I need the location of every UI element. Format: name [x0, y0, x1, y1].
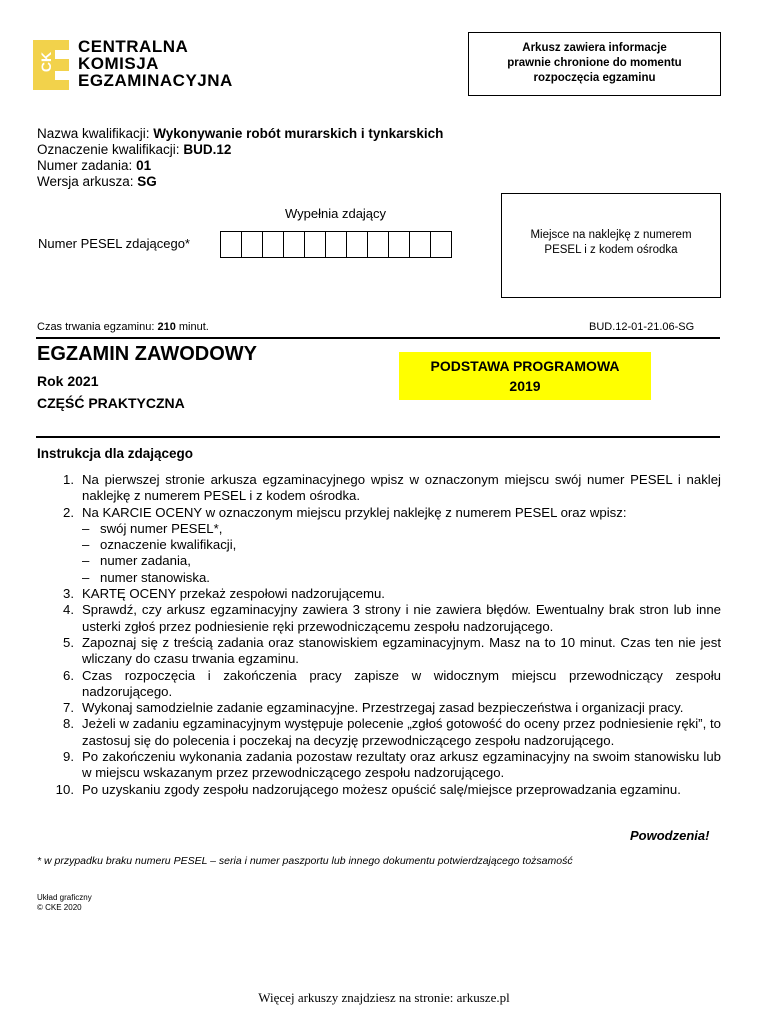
good-luck-text: Powodzenia!: [630, 828, 710, 843]
logo-cutout-bottom: [55, 71, 69, 80]
pesel-digit-box[interactable]: [430, 231, 452, 258]
basis-line-2: 2019: [509, 378, 541, 394]
instruction-item: [37, 586, 721, 602]
instruction-number: 7.: [63, 700, 74, 716]
exam-part: CZĘŚĆ PRAKTYCZNA: [37, 395, 185, 411]
instruction-number: 10.: [55, 781, 74, 797]
qualification-code-value: BUD.12: [183, 142, 232, 157]
qualification-code-label: Oznaczenie kwalifikacji:: [37, 142, 180, 157]
qualification-code-row: [37, 142, 443, 158]
sheet-version-label: Wersja arkusza:: [37, 174, 134, 189]
cke-logo-mark: [33, 40, 69, 90]
instruction-text: Sprawdź, czy arkusz egzaminacyjny zawiera 3 strony i nie zawiera błędów. Ewentualny brak stron lub inne usterki zgłoś przez podniesienie ręki przewodniczącemu zespołu nadzorującego.: [82, 602, 721, 634]
instruction-item: [37, 749, 721, 782]
duration-value: 210: [157, 321, 176, 333]
curriculum-basis-badge: [399, 352, 651, 400]
instruction-sub-item: [37, 570, 721, 586]
divider-middle: [36, 436, 720, 438]
instruction-text: KARTĘ OCENY przekaż zespołowi nadzorującemu.: [82, 586, 385, 602]
basis-line-1: PODSTAWA PROGRAMOWA: [430, 358, 620, 374]
sheet-code: BUD.12-01-21.06-SG: [589, 321, 695, 333]
credit-line-2: © CKE 2020: [37, 903, 82, 912]
protected-info-notice: [468, 32, 721, 96]
pesel-footnote: * w przypadku braku numeru PESEL – seria i numer paszportu lub innego dokumentu potwierdzającego tożsamość: [37, 855, 573, 867]
exam-year: Rok 2021: [37, 373, 99, 389]
sub-item-text: numer stanowiska.: [100, 569, 210, 585]
pesel-digit-box[interactable]: [220, 231, 242, 258]
credit-line-1: Układ graficzny: [37, 893, 92, 902]
instruction-item: [37, 635, 721, 668]
instruction-number: 2.: [63, 504, 74, 520]
logo-line-3: EGZAMINACYJNA: [78, 71, 233, 90]
instruction-text: Po zakończeniu wykonania zadania pozostaw rezultaty oraz arkusz egzaminacyjny na swoim stanowisku lub w miejscu wskazanym przez przewodniczącego zespołu nadzorującego.: [82, 749, 721, 781]
instruction-number: 1.: [63, 472, 74, 487]
sub-item-dash: –: [82, 537, 90, 553]
pesel-digit-box[interactable]: [325, 231, 347, 258]
pesel-digit-box[interactable]: [409, 231, 431, 258]
instruction-text: Na pierwszej stronie arkusza egzaminacyjnego wpisz w oznaczonym miejscu swój numer PESEL i naklej naklejkę z numerem PESEL i z kodem ośrodka.: [82, 472, 721, 504]
instruction-sub-item: [37, 537, 721, 553]
instructions-title: Instrukcja dla zdającego: [37, 446, 194, 461]
qualification-info: [37, 126, 443, 190]
fill-by-examinee-label: Wypełnia zdający: [285, 206, 387, 221]
pesel-input-boxes[interactable]: [220, 231, 451, 258]
cke-logo-text: [78, 38, 233, 89]
layout-credit: [37, 893, 92, 913]
notice-line-1: Arkusz zawiera informacje: [522, 42, 667, 54]
instruction-item: [37, 782, 721, 798]
pesel-digit-box[interactable]: [262, 231, 284, 258]
pesel-digit-box[interactable]: [388, 231, 410, 258]
instruction-number: 4.: [63, 602, 74, 618]
task-number-label: Numer zadania:: [37, 158, 133, 173]
more-sheets-link[interactable]: Więcej arkuszy znajdziesz na stronie: arkusze.pl: [258, 990, 510, 1005]
divider-top: [36, 337, 720, 339]
sticker-placeholder-box: [501, 193, 721, 298]
sub-item-text: oznaczenie kwalifikacji,: [100, 537, 237, 553]
logo-line-2: KOMISJA: [78, 54, 159, 73]
task-number-row: [37, 158, 443, 174]
instructions-list: [37, 472, 721, 798]
logo-mark-text: CK: [38, 51, 55, 73]
exam-title: EGZAMIN ZAWODOWY: [37, 343, 257, 365]
instruction-sub-item: [37, 553, 721, 569]
instruction-number: 8.: [63, 716, 74, 732]
task-number-value: 01: [136, 158, 152, 173]
logo-line-1: CENTRALNA: [78, 37, 189, 56]
sheet-version-row: [37, 174, 443, 190]
instruction-text: Wykonaj samodzielnie zadanie egzaminacyjne. Przestrzegaj zasad bezpieczeństwa i organizacji pracy.: [82, 700, 684, 716]
qualification-name-value: Wykonywanie robót murarskich i tynkarskich: [153, 126, 444, 141]
notice-line-2: prawnie chronione do momentu: [507, 57, 682, 69]
instruction-item: [37, 505, 721, 521]
instruction-item: [37, 700, 721, 716]
instruction-item: [37, 716, 721, 749]
instruction-text: Po uzyskaniu zgody zespołu nadzorującego możesz opuścić salę/miejsce przeprowadzania egzaminu.: [82, 781, 681, 797]
pesel-digit-box[interactable]: [241, 231, 263, 258]
sub-item-dash: –: [82, 569, 90, 585]
exam-duration: [37, 321, 209, 333]
instruction-text: Czas rozpoczęcia i zakończenia pracy zapisze w widocznym miejscu przewodniczący zespołu nadzorującego.: [82, 667, 721, 699]
instruction-text: Jeżeli w zadaniu egzaminacyjnym występuje polecenie „zgłoś gotowość do oceny przez podniesienie ręki”, to zastosuj się do polecenia i poczekaj na decyzję przewodniczącego zespołu nadzorującego.: [82, 716, 721, 748]
pesel-digit-box[interactable]: [346, 231, 368, 258]
sticker-line-1: Miejsce na naklejkę z numerem: [530, 229, 692, 241]
instruction-text: Zapoznaj się z treścią zadania oraz stanowiskiem egzaminacyjnym. Masz na to 10 minut. Czas ten nie jest wliczany do czasu trwania egzaminu.: [82, 634, 721, 667]
qualification-name-row: [37, 126, 443, 142]
logo-cutout-top: [55, 50, 69, 59]
instruction-number: 5.: [63, 634, 74, 650]
sub-item-text: numer zadania,: [100, 553, 191, 569]
instruction-number: 9.: [63, 749, 74, 765]
pesel-digit-box[interactable]: [367, 231, 389, 258]
duration-prefix: Czas trwania egzaminu:: [37, 321, 155, 333]
instruction-text: Na KARCIE OCENY w oznaczonym miejscu przyklej naklejkę z numerem PESEL oraz wpisz:: [82, 504, 627, 520]
pesel-label: Numer PESEL zdającego*: [38, 236, 190, 251]
pesel-digit-box[interactable]: [304, 231, 326, 258]
sticker-line-2: PESEL i z kodem ośrodka: [544, 244, 678, 256]
pesel-digit-box[interactable]: [283, 231, 305, 258]
instruction-item: [37, 602, 721, 635]
notice-line-3: rozpoczęcia egzaminu: [533, 72, 656, 84]
qualification-name-label: Nazwa kwalifikacji:: [37, 126, 150, 141]
instruction-item: [37, 668, 721, 701]
instruction-number: 3.: [63, 586, 74, 602]
sub-item-text: swój numer PESEL*,: [100, 520, 223, 536]
duration-suffix: minut.: [178, 321, 209, 333]
sub-item-dash: –: [82, 553, 90, 569]
instruction-number: 6.: [63, 667, 74, 683]
instruction-item: [37, 472, 721, 505]
instruction-sub-item: [37, 521, 721, 537]
sub-item-dash: –: [82, 520, 90, 536]
sheet-version-value: SG: [137, 174, 157, 189]
